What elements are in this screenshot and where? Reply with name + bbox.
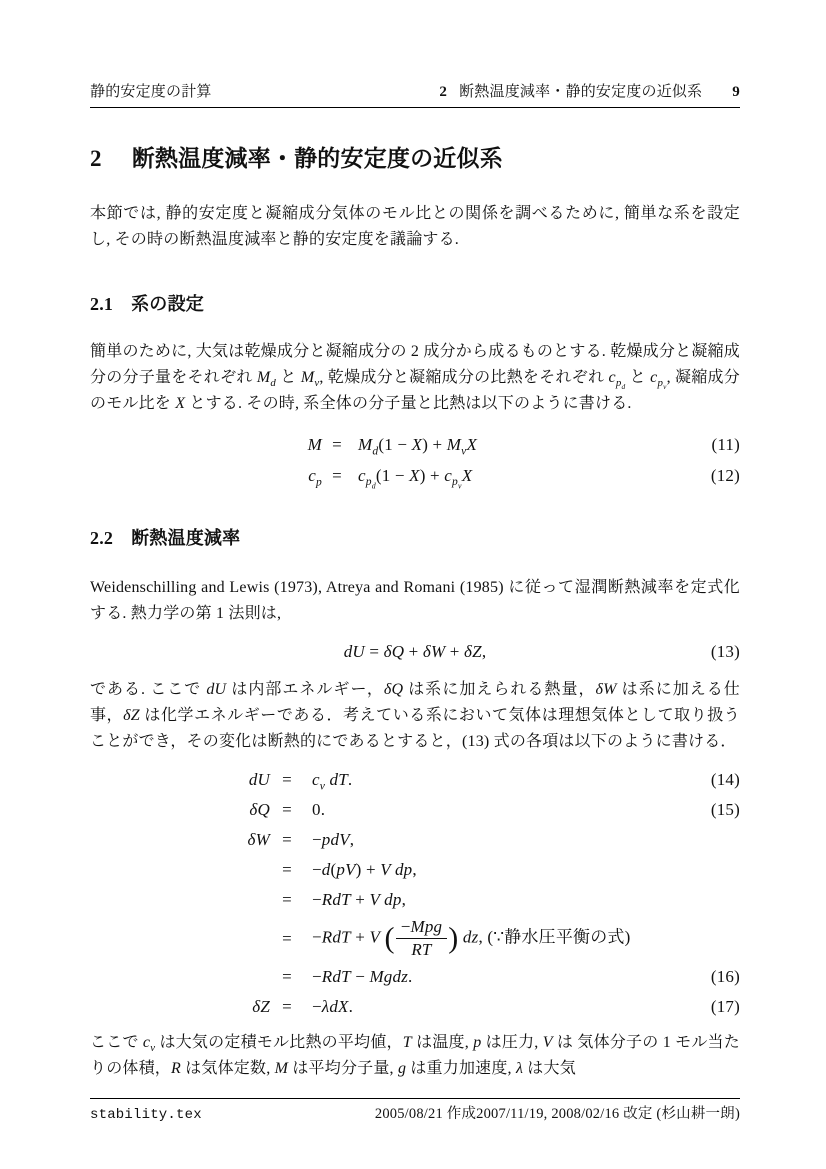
subsection-2-2-paragraph-1: Weidenschilling and Lewis (1973), Atreya and Romani (1985) に従って湿潤断熱減率を定式化する. 熱力学の第 1 法則は, [90, 579, 740, 622]
intro-paragraph: 本節では, 静的安定度と凝縮成分気体のモル比との関係を調べるために, 簡単な系を設定し, その時の断熱温度減率と静的安定度を議論する. [90, 205, 740, 248]
equation-16-line-2-operator: = [282, 860, 292, 879]
section-title: 断熱温度減率・静的安定度の近似系 [131, 145, 503, 171]
equation-16-line-1 [90, 825, 740, 855]
subsection-2-1-paragraph: 簡単のために, 大気は乾燥成分と凝縮成分の 2 成分から成るものとする. 乾燥成分と凝縮成分の分子量をそれぞれ $M_d$ と $M_v$, 乾燥成分と凝縮成分の比熱をそれぞれ $c_{p_d}$ と $c_{p_v}$, 凝縮成分のモル比を X とする. その時, 系全体の分子量と比熱は以下のように書ける. [90, 343, 740, 412]
page-footer [90, 1098, 740, 1125]
header-page-number: 9 [732, 84, 740, 100]
header-doc-title: 静的安定度の計算 [90, 84, 212, 100]
header-section-ref [439, 84, 740, 101]
section-heading [90, 144, 740, 173]
header-section-number: 2 [439, 84, 448, 100]
equation-16-line-4 [90, 915, 740, 962]
section-number: 2 [90, 146, 102, 171]
equation-12-rhs: $c_{p_d}(1 - X) + c_{p_v}X$ [358, 465, 473, 491]
equation-15-operator: = [282, 800, 292, 819]
equation-16-line-1-rhs: −pdV, [312, 830, 355, 849]
equation-11-rhs: $M_d(1 - X) + M_vX$ [358, 434, 478, 457]
equation-16-line-2-rhs: −d(pV) + V dp, [312, 860, 417, 879]
subsection-2-2-number: 2.2 [90, 528, 114, 548]
equation-14 [90, 765, 740, 795]
equation-14-rhs: $c_v$ dT. [312, 770, 353, 793]
equation-16-line-3-operator: = [282, 890, 292, 909]
equation-15-rhs: 0. [312, 800, 326, 819]
subsection-2-1-title: 系の設定 [131, 294, 204, 314]
equation-16-line-3-rhs: −RdT + V dp, [312, 890, 407, 909]
equation-16-line-3 [90, 885, 740, 915]
equation-17-operator: = [282, 997, 292, 1016]
equation-14-number: (14) [710, 770, 740, 789]
subsection-2-1-number: 2.1 [90, 294, 114, 314]
equation-13-body: dU = δQ + δW + δZ, [343, 642, 487, 661]
equation-14-lhs: dU [248, 770, 270, 789]
equation-11-number: (11) [711, 434, 740, 454]
closing-paragraph: ここで $c_v$ は大気の定積モル比熱の平均値，T は温度, p は圧力, V は 気体分子の 1 モル当たりの体積，R は気体定数, M は平均分子量, g は重力加速度, λ は大気 [90, 1034, 740, 1077]
equation-16-line-4-operator: = [282, 928, 292, 948]
equation-block-14-17 [90, 765, 740, 1022]
subsection-2-2-paragraph-2: である. ここで dU は内部エネルギー，δQ は系に加えられる熱量，δW は系に加える仕事，δZ は化学エネルギーである．考えている系において気体は理想気体として取り扱うことができ，その変化は断熱的にであるとすると，(13) 式の各項は以下のように書ける． [90, 681, 740, 750]
equation-12-operator: = [332, 465, 342, 485]
equation-13 [90, 637, 740, 667]
equation-16-line-5-number: (16) [710, 967, 740, 986]
equation-17-number: (17) [710, 997, 740, 1016]
equation-15-number: (15) [710, 800, 740, 819]
equation-16-line-5-rhs: −RdT − Mgdz. [312, 967, 413, 986]
equation-12 [90, 460, 740, 491]
header-section-title: 断熱温度減率・静的安定度の近似系 [459, 84, 703, 100]
equation-17-lhs: δZ [252, 997, 270, 1016]
subsection-2-2-title: 断熱温度減率 [131, 528, 241, 548]
footer-revision: 2005/08/21 作成2007/11/19, 2008/02/16 改定 (杉山耕一朗) [374, 1106, 740, 1122]
equation-16-line-5 [90, 962, 740, 992]
equation-16-line-1-operator: = [282, 830, 292, 849]
footer-line [90, 1099, 740, 1125]
equation-17 [90, 992, 740, 1022]
equation-13-number: (13) [710, 642, 740, 661]
subsection-2-2-heading [90, 527, 740, 549]
equation-12-lhs: $c_p$ [308, 465, 322, 488]
equation-16-line-5-operator: = [282, 967, 292, 986]
equation-block-11-12 [90, 429, 740, 491]
equation-17-rhs: −λdX. [312, 997, 354, 1016]
equation-16-line-4-rhs: −RdT + V ( $\frac{\text{−Mpg}}{RT}$ ) dz, (∵静水圧平衡の式) [312, 917, 631, 959]
equation-16-line-1-lhs: δW [247, 830, 270, 849]
equation-14-operator: = [282, 770, 292, 789]
equation-11-operator: = [332, 434, 342, 454]
equation-16-line-2 [90, 855, 740, 885]
running-head [90, 84, 740, 108]
equation-11-lhs: M [307, 434, 322, 454]
equation-15 [90, 795, 740, 825]
equation-11 [90, 429, 740, 460]
footer-filename: stability.tex [90, 1107, 202, 1123]
subsection-2-1-heading [90, 293, 740, 315]
equation-12-number: (12) [710, 465, 740, 485]
equation-15-lhs: δQ [249, 800, 270, 819]
